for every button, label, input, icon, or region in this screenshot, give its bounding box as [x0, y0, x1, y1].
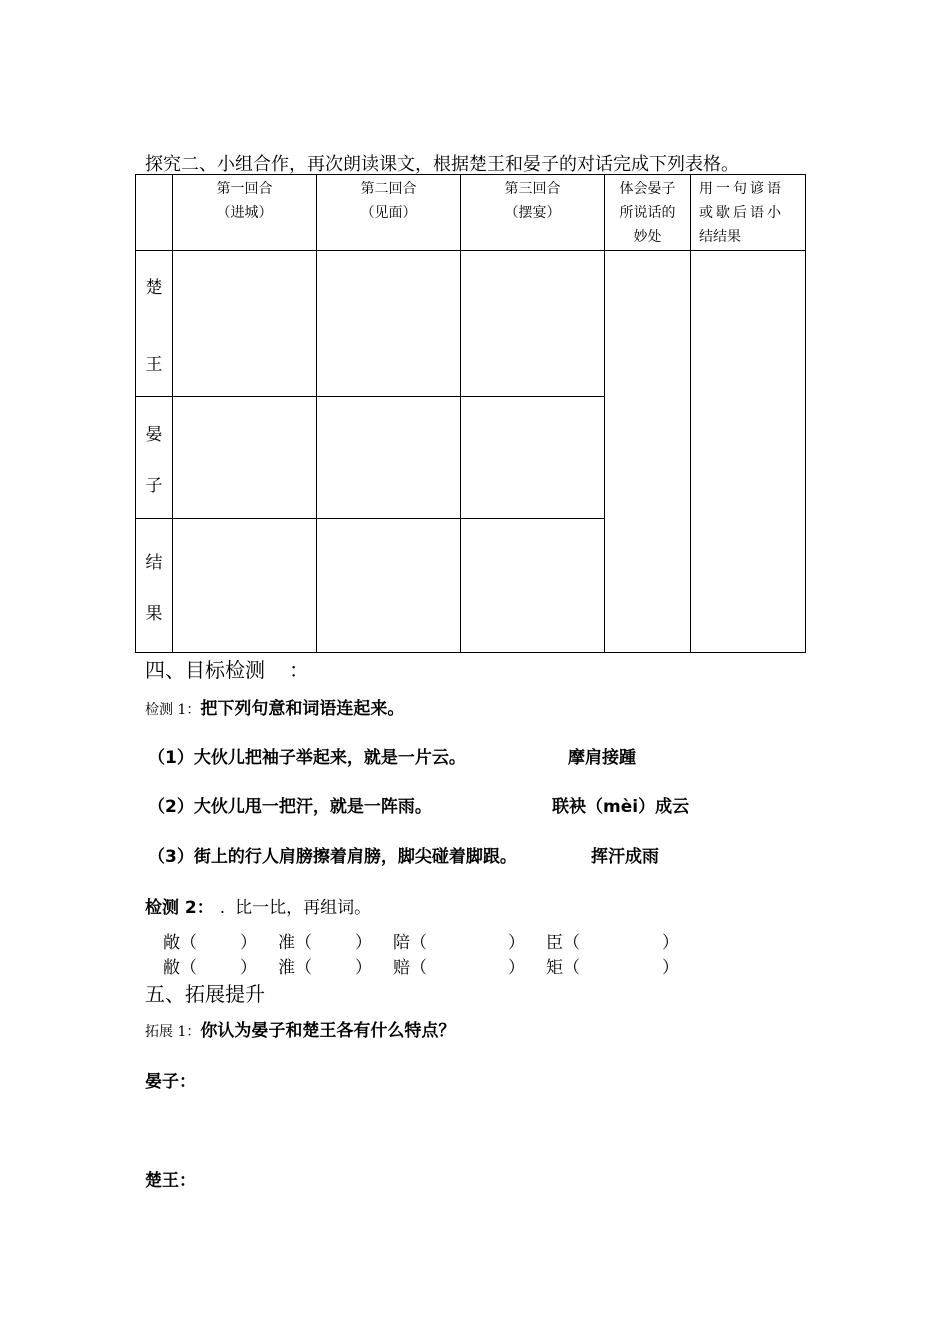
match-word-1[interactable]: 摩肩接踵 — [568, 748, 636, 768]
cell-answer[interactable] — [461, 251, 605, 397]
test-2-instruction: 检测 2： . 比一比，再组词。 — [145, 898, 372, 918]
cell-proverb-answer[interactable] — [691, 251, 806, 653]
cell-answer[interactable] — [173, 251, 317, 397]
header-round-1: 第一回合 （进城） — [173, 175, 317, 251]
header-proverb: 用一句谚语 或歇后语小 结结果 — [691, 175, 806, 251]
header-appreciation: 体会晏子 所说话的 妙处 — [605, 175, 691, 251]
cell-answer[interactable] — [461, 519, 605, 653]
match-word-3[interactable]: 挥汗成雨 — [591, 847, 659, 867]
match-sentence-2: （2）大伙儿甩一把汗，就是一阵雨。 — [148, 797, 432, 817]
row-label-chuwang: 楚 王 — [136, 251, 173, 397]
cell-answer[interactable] — [317, 519, 461, 653]
task-intro: 探究二、小组合作，再次朗读课文，根据楚王和晏子的对话完成下列表格。 — [145, 154, 739, 175]
row-label-yanzi: 晏 子 — [136, 397, 173, 519]
match-word-2[interactable]: 联袂（mèi）成云 — [552, 797, 690, 817]
chuwang-answer-label: 楚王： — [145, 1171, 196, 1191]
row-label-result: 结 果 — [136, 519, 173, 653]
table-header-row — [136, 175, 806, 251]
match-sentence-3: （3）街上的行人肩膀擦着肩膀，脚尖碰着脚跟。 — [148, 847, 517, 867]
yanzi-answer-label: 晏子： — [145, 1072, 196, 1092]
match-sentence-1: （1）大伙儿把袖子举起来，就是一片云。 — [148, 748, 466, 768]
corner-cell — [136, 175, 173, 251]
header-round-3: 第三回合 （摆宴） — [461, 175, 605, 251]
section-5-heading: 五、拓展提升 — [145, 982, 265, 1006]
cell-appreciation-answer[interactable] — [605, 251, 691, 653]
extension-1-question: 拓展 1：你认为晏子和楚王各有什么特点？ — [145, 1021, 456, 1041]
cell-answer[interactable] — [173, 397, 317, 519]
cell-answer[interactable] — [461, 397, 605, 519]
header-round-2: 第二回合 （见面） — [317, 175, 461, 251]
cell-answer[interactable] — [317, 397, 461, 519]
test-1-instruction: 检测 1：把下列句意和词语连起来。 — [145, 699, 405, 719]
table-row-chuwang — [136, 251, 806, 397]
cell-answer[interactable] — [173, 519, 317, 653]
cell-answer[interactable] — [317, 251, 461, 397]
section-4-heading: 四、目标检测 ： — [145, 658, 309, 682]
dialogue-table — [135, 174, 806, 653]
